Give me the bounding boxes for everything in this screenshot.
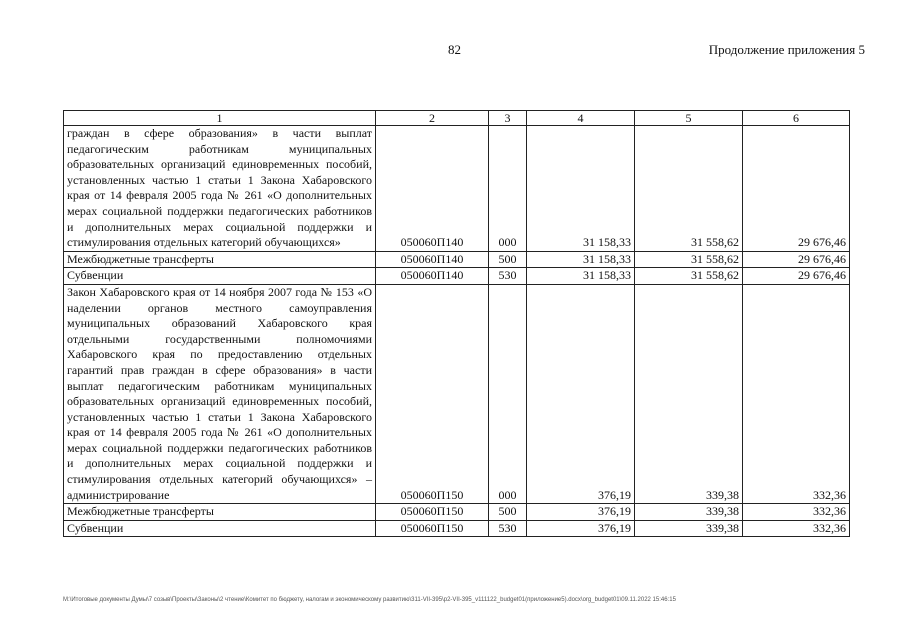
amount-col-4: 376,19 xyxy=(527,284,635,503)
amount-col-4: 31 158,33 xyxy=(527,126,635,252)
amount-col-6: 29 676,46 xyxy=(743,126,850,252)
column-header-3: 3 xyxy=(489,111,527,126)
table-row xyxy=(64,284,850,503)
target-article-code: 050060П140 xyxy=(376,268,489,285)
amount-col-5: 31 558,62 xyxy=(635,251,743,268)
target-article-code: 050060П150 xyxy=(376,520,489,537)
amount-col-4: 376,19 xyxy=(527,520,635,537)
table-row xyxy=(64,251,850,268)
amount-col-5: 31 558,62 xyxy=(635,268,743,285)
amount-col-4: 31 158,33 xyxy=(527,251,635,268)
amount-col-5: 339,38 xyxy=(635,284,743,503)
row-description: Закон Хабаровского края от 14 ноября 2007 года № 153 «О наделении органов местного самоуправления муниципальных образований Хабаровского края отдельными государственными полномочиями Хабаровского края по предоставлению отдельных гарантий прав граждан в сфере образования» в части выплат педагогическим работникам муниципальных образовательных организаций единовременных пособий, установленных частью 1 статьи 1 Закона Хабаровского края от 14 февраля 2005 года № 261 «О дополнительных мерах социальной поддержки педагогических работников и дополнительных мерах социальной поддержки и стимулирования отдельных категорий обучающихся» – администрирование xyxy=(64,284,376,503)
column-header-1: 1 xyxy=(64,111,376,126)
amount-col-6: 332,36 xyxy=(743,284,850,503)
table-row xyxy=(64,268,850,285)
expense-type-code: 530 xyxy=(489,268,527,285)
expense-type-code: 500 xyxy=(489,251,527,268)
target-article-code: 050060П140 xyxy=(376,251,489,268)
amount-col-5: 339,38 xyxy=(635,504,743,521)
table-row xyxy=(64,126,850,252)
row-description: Субвенции xyxy=(64,268,376,285)
amount-col-5: 339,38 xyxy=(635,520,743,537)
row-description: граждан в сфере образования» в части выплат педагогическим работникам муниципальных образовательных организаций единовременных пособий, установленных частью 1 статьи 1 Закона Хабаровского края от 14 февраля 2005 года № 261 «О дополнительных мерах социальной поддержки педагогических работников и дополнительных мерах социальной поддержки и стимулирования отдельных категорий обучающихся» xyxy=(64,126,376,252)
expense-type-code: 000 xyxy=(489,284,527,503)
target-article-code: 050060П150 xyxy=(376,504,489,521)
page-number: 82 xyxy=(448,42,461,57)
expense-type-code: 530 xyxy=(489,520,527,537)
table-row xyxy=(64,520,850,537)
column-header-4: 4 xyxy=(527,111,635,126)
amount-col-6: 29 676,46 xyxy=(743,268,850,285)
amount-col-6: 332,36 xyxy=(743,520,850,537)
appendix-label: Продолжение приложения 5 xyxy=(708,42,865,57)
target-article-code: 050060П140 xyxy=(376,126,489,252)
amount-col-6: 29 676,46 xyxy=(743,251,850,268)
column-header-6: 6 xyxy=(743,111,850,126)
table-row xyxy=(64,504,850,521)
amount-col-4: 376,19 xyxy=(527,504,635,521)
document-path-footer: М:\Итоговые документы Думы\7 созыв\Проекты\Законы\2 чтение\Комитет по бюджету, налогам и экономическому развитию\311-VII-395\р2-VII-395_v111122_budget01(приложение5).docx\org_budget01\09.11.2022 15:46:15 xyxy=(63,597,676,603)
row-description: Субвенции xyxy=(64,520,376,537)
column-header-5: 5 xyxy=(635,111,743,126)
amount-col-5: 31 558,62 xyxy=(635,126,743,252)
row-description: Межбюджетные трансферты xyxy=(64,251,376,268)
expense-type-code: 000 xyxy=(489,126,527,252)
budget-table xyxy=(63,110,850,537)
expense-type-code: 500 xyxy=(489,504,527,521)
amount-col-4: 31 158,33 xyxy=(527,268,635,285)
amount-col-6: 332,36 xyxy=(743,504,850,521)
column-header-2: 2 xyxy=(376,111,489,126)
row-description: Межбюджетные трансферты xyxy=(64,504,376,521)
target-article-code: 050060П150 xyxy=(376,284,489,503)
header-row xyxy=(64,111,850,126)
